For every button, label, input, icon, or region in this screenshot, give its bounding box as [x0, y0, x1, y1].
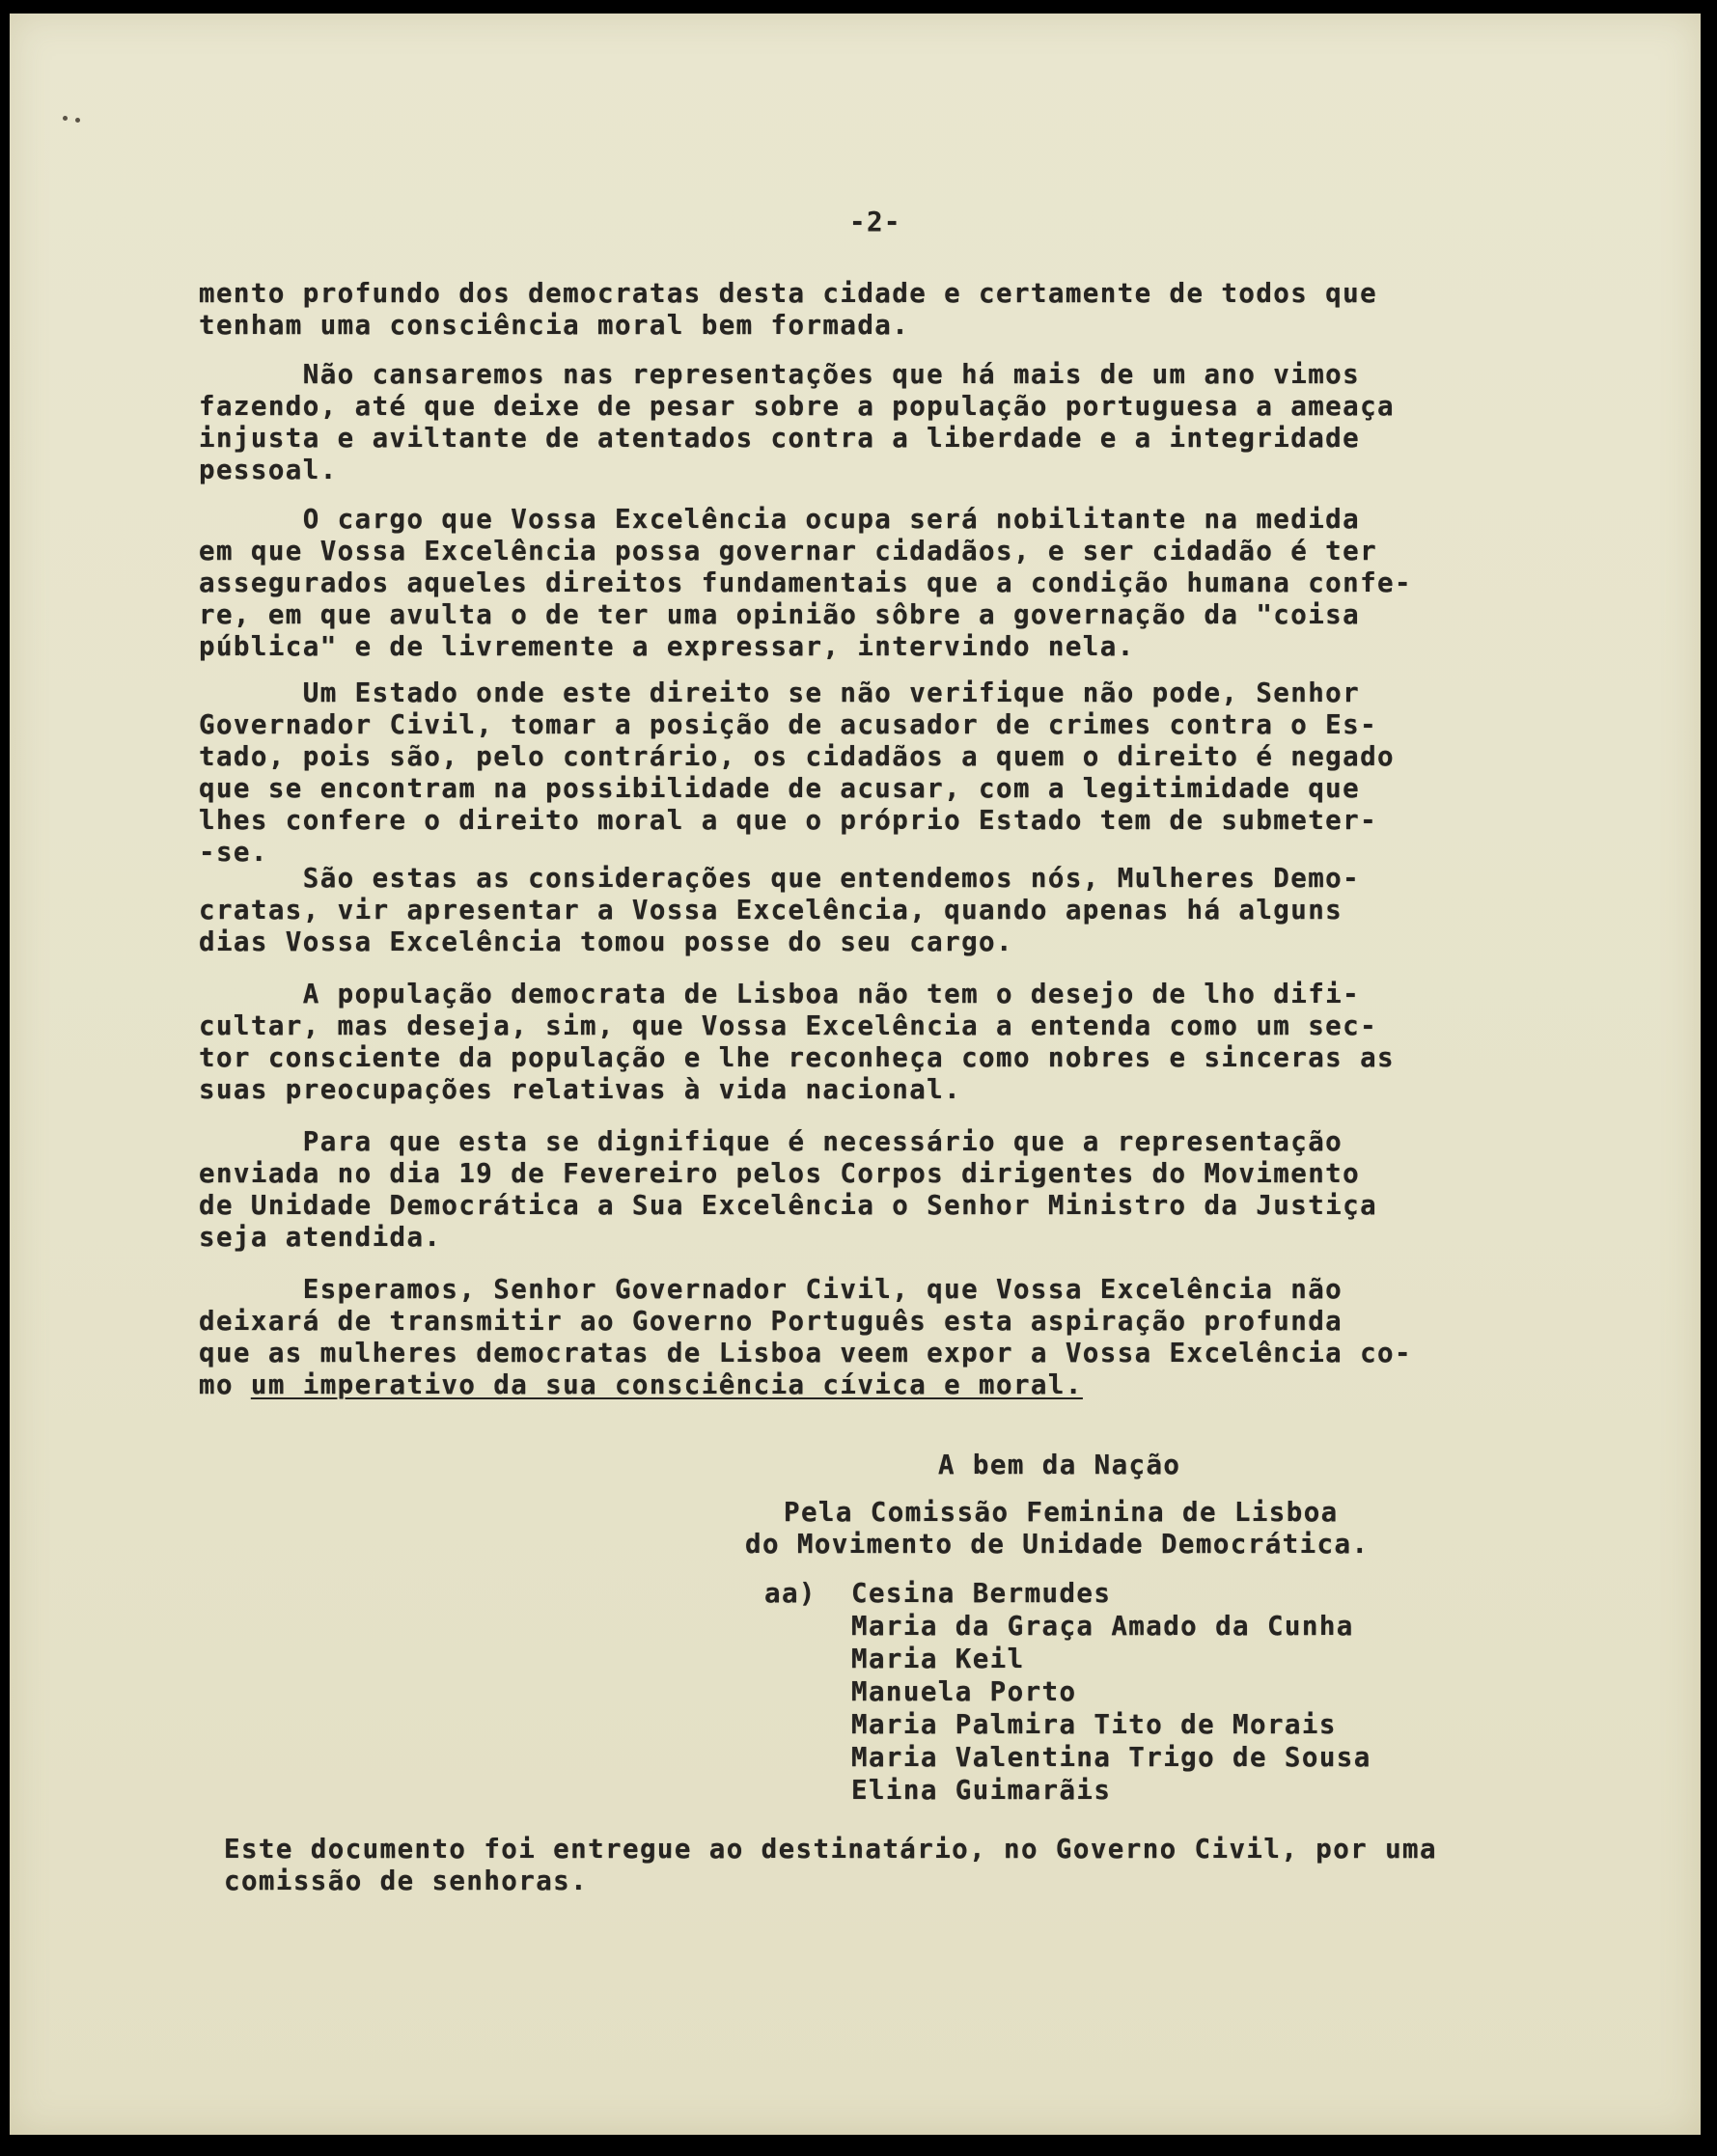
- closing-line: A bem da Nação: [938, 1450, 1181, 1480]
- paragraph-line: deixará de transmitir ao Governo Português esta aspiração profunda: [199, 1306, 1343, 1337]
- underlined-phrase: um imperativo da sua consciência cívica e moral.: [250, 1369, 1083, 1400]
- paragraph-line: mento profundo dos democratas desta cidade e certamente de todos que: [199, 278, 1378, 309]
- final-line-prefix: mo: [199, 1369, 251, 1400]
- paragraph-line: dias Vossa Excelência tomou posse do seu cargo.: [199, 926, 1013, 957]
- paragraph-line: cultar, mas deseja, sim, que Vossa Excelência a entenda como um sec-: [199, 1010, 1378, 1041]
- paragraph-line: injusta e aviltante de atentados contra a liberdade e a integridade: [199, 423, 1361, 454]
- signatory-name: Maria Valentina Trigo de Sousa: [851, 1742, 1371, 1773]
- paragraph: [199, 278, 1589, 342]
- paragraph-line: -se.: [199, 837, 268, 868]
- paragraph: [199, 677, 1589, 869]
- paragraph-final-line: [199, 1369, 1589, 1401]
- aa-label: aa): [764, 1578, 817, 1609]
- document-page: [10, 14, 1701, 2135]
- signatory-name: Maria da Graça Amado da Cunha: [851, 1611, 1354, 1642]
- paragraph-line: O cargo que Vossa Excelência ocupa será nobilitante na medida: [199, 504, 1361, 535]
- paragraph-line: A população democrata de Lisboa não tem o desejo de lho difi-: [199, 979, 1361, 1009]
- ink-speck: [75, 118, 80, 123]
- paragraph-line: re, em que avulta o de ter uma opinião sôbre a governação da "coisa: [199, 599, 1361, 630]
- signatory-name: Cesina Bermudes: [851, 1578, 1112, 1609]
- signature-org-line-1: Pela Comissão Feminina de Lisboa: [784, 1497, 1339, 1528]
- paragraph: [199, 1126, 1589, 1254]
- paragraph-line: de Unidade Democrática a Sua Excelência o Senhor Ministro da Justiça: [199, 1190, 1378, 1221]
- paragraph-line: Um Estado onde este direito se não verifique não pode, Senhor: [199, 677, 1361, 708]
- signatory-name: Maria Palmira Tito de Morais: [851, 1709, 1337, 1740]
- paragraph-line: suas preocupações relativas à vida nacional.: [199, 1074, 962, 1105]
- paragraph: [199, 359, 1589, 486]
- signature-org-line-2: do Movimento de Unidade Democrática.: [745, 1529, 1370, 1560]
- paragraph-line: que as mulheres democratas de Lisboa veem expor a Vossa Excelência co-: [199, 1338, 1412, 1368]
- paragraph-line: Para que esta se dignifique é necessário que a representação: [199, 1126, 1343, 1157]
- paragraph-line: tenham uma consciência moral bem formada.: [199, 310, 910, 341]
- footnote-line-2: comissão de senhoras.: [224, 1866, 589, 1896]
- paragraph-line: pessoal.: [199, 455, 338, 485]
- paragraph: [199, 979, 1589, 1106]
- paragraph-line: assegurados aqueles direitos fundamentais que a condição humana confe-: [199, 567, 1412, 598]
- paragraph-line: tado, pois são, pelo contrário, os cidadãos a quem o direito é negado: [199, 741, 1395, 772]
- page-number: -2-: [849, 207, 901, 237]
- signatory-name: Manuela Porto: [851, 1676, 1077, 1707]
- signatory-name: Maria Keil: [851, 1644, 1025, 1674]
- paragraph-line: em que Vossa Excelência possa governar cidadãos, e ser cidadão é ter: [199, 536, 1378, 567]
- paragraph-line: pública" e de livremente a expressar, intervindo nela.: [199, 631, 1135, 662]
- footnote-line-1: Este documento foi entregue ao destinatário, no Governo Civil, por uma: [224, 1834, 1437, 1865]
- signatory-name: Elina Guimarãis: [851, 1775, 1112, 1806]
- paragraph-line: Esperamos, Senhor Governador Civil, que Vossa Excelência não: [199, 1274, 1343, 1305]
- paragraph-line: São estas as considerações que entendemos nós, Mulheres Demo-: [199, 863, 1361, 894]
- paragraph-line: tor consciente da população e lhe reconheça como nobres e sinceras as: [199, 1042, 1395, 1073]
- ink-speck: [63, 116, 68, 121]
- paragraph-line: fazendo, até que deixe de pesar sobre a população portuguesa a ameaça: [199, 391, 1395, 422]
- paragraph-line: Não cansaremos nas representações que há mais de um ano vimos: [199, 359, 1361, 390]
- paragraph-line: Governador Civil, tomar a posição de acusador de crimes contra o Es-: [199, 709, 1378, 740]
- paragraph-line: que se encontram na possibilidade de acusar, com a legitimidade que: [199, 773, 1361, 804]
- paragraph-line: cratas, vir apresentar a Vossa Excelência, quando apenas há alguns: [199, 895, 1343, 926]
- paragraph-line: lhes confere o direito moral a que o próprio Estado tem de submeter-: [199, 805, 1378, 836]
- paragraph: [199, 1274, 1589, 1401]
- paragraph: [199, 504, 1589, 663]
- paragraph: [199, 863, 1589, 958]
- paragraph-line: enviada no dia 19 de Fevereiro pelos Corpos dirigentes do Movimento: [199, 1158, 1361, 1189]
- paragraph-line: seja atendida.: [199, 1222, 442, 1253]
